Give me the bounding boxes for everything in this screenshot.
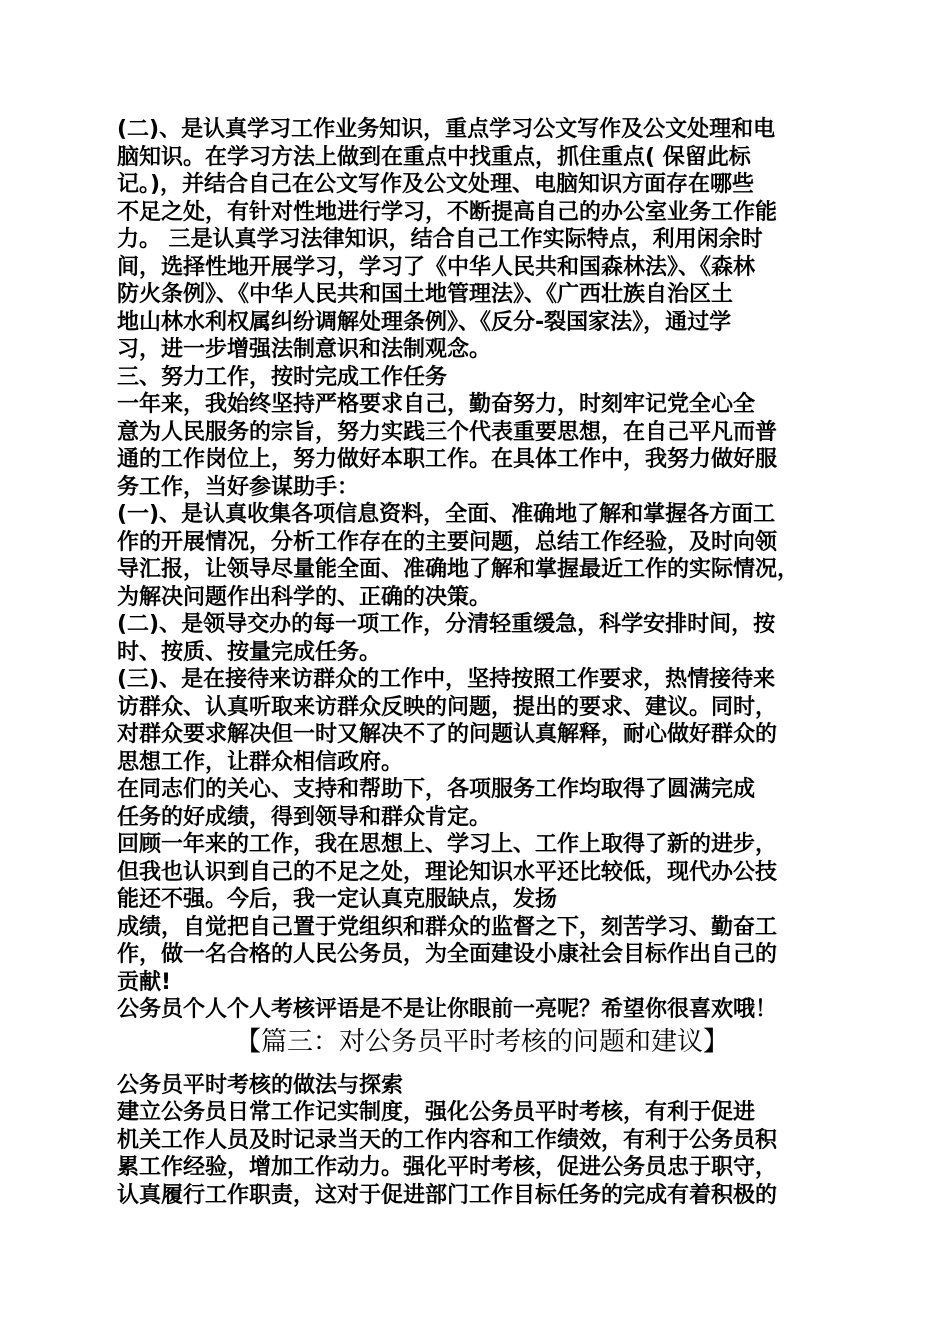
text-line: 意为人民服务的宗旨，努力实践三个代表重要思想，在自己平凡而普 (117, 419, 778, 445)
text-line: 机关工作人员及时记录当天的工作内容和工作绩效，有利于公务员积 (117, 1127, 778, 1153)
text-line: 作的开展情况，分析工作存在的主要问题，总结工作经验，及时向领 (117, 529, 778, 555)
text-line: 务工作，当好参谋助手： (117, 474, 360, 500)
text-line: 能还不强。今后，我一定认真克服缺点，发扬 (117, 887, 558, 912)
text-line: 通的工作岗位上，努力做好本职工作。在具体工作中，我努力做好服 (117, 447, 778, 472)
text-line: 思想工作，让群众相信政府。 (117, 749, 404, 775)
closing-line: 公务员个人个人考核评语是不是让你眼前一亮呢？希望你很喜欢哦！ (117, 997, 778, 1022)
text-line: 累工作经验，增加工作动力。强化平时考核，促进公务员忠于职守， (117, 1155, 778, 1180)
text-line: 记。)，并结合自己在公文写作及公文处理、电脑知识方面存在哪些 (117, 172, 755, 197)
text-line: 贡献! (117, 969, 172, 995)
text-line: 力。 三是认真学习法律知识，结合自己工作实际特点，利用闲余时 (117, 227, 763, 252)
text-line: 访群众、认真听取来访群众反映的问题，提出的要求、建议。同时， (117, 694, 778, 720)
section-heading: 【篇三：对公务员平时考核的问题和建议】 (234, 1026, 729, 1057)
text-line: (二)、是领导交办的每一项工作，分清轻重缓急，科学安排时间，按 (117, 612, 776, 637)
text-line: (一)、是认真收集各项信息资料，全面、准确地了解和掌握各方面工 (117, 502, 776, 527)
text-line: 为解决问题作出科学的、正确的决策。 (117, 584, 492, 610)
text-block-before-heading (117, 116, 847, 1024)
text-line: 习，进一步增强法制意识和法制观念。 (117, 337, 492, 362)
text-line: 防火条例》、《中华人民共和国土地管理法》、《广西壮族自治区土 (117, 282, 734, 307)
text-line: 但我也认识到自己的不足之处，理论知识水平还比较低，现代办公技 (117, 859, 778, 885)
text-line: 时、按质、按量完成任务。 (117, 639, 382, 665)
text-line: 地山林水利权属纠纷调解处理条例》、《反分-裂国家法》，通过学 (117, 309, 732, 335)
text-line: 作，做一名合格的人民公务员，为全面建设小康社会目标作出自己的 (117, 942, 778, 967)
text-line: 成绩，自觉把自己置于党组织和群众的监督之下，刻苦学习、勤奋工 (117, 914, 778, 940)
text-line: 回顾一年来的工作，我在思想上、学习上、工作上取得了新的进步， (117, 832, 778, 857)
text-line: 建立公务员日常工作记实制度，强化公务员平时考核，有利于促进 (117, 1100, 756, 1125)
text-block-after-heading (117, 1072, 847, 1210)
text-line: 不足之处，有针对性地进行学习，不断提高自己的办公室业务工作能 (117, 199, 778, 225)
text-line: 在同志们的关心、支持和帮助下，各项服务工作均取得了圆满完成 (117, 777, 756, 802)
subsection-title-line: 公务员平时考核的做法与探索 (117, 1072, 404, 1098)
text-line: 任务的好成绩，得到领导和群众肯定。 (117, 804, 492, 830)
text-line: 脑知识。在学习方法上做到在重点中找重点，抓住重点( 保留此标 (117, 144, 751, 170)
text-line: (二)、是认真学习工作业务知识，重点学习公文写作及公文处理和电 (117, 117, 776, 142)
text-line: 对群众要求解决但一时又解决不了的问题认真解释，耐心做好群众的 (117, 722, 778, 747)
text-line: (三)、是在接待来访群众的工作中，坚持按照工作要求，热情接待来 (117, 667, 776, 692)
text-line: 导汇报，让领导尽量能全面、准确地了解和掌握最近工作的实际情况， (117, 557, 800, 582)
document-body (117, 116, 847, 1209)
text-line: 认真履行工作职责，这对于促进部门工作目标任务的完成有着积极的 (117, 1182, 778, 1208)
text-line: 间，选择性地开展学习，学习了《中华人民共和国森林法》、《森林 (117, 254, 756, 280)
text-line: 一年来，我始终坚持严格要求自己，勤奋努力，时刻牢记党全心全 (117, 392, 756, 417)
section-title-line: 三、努力工作，按时完成工作任务 (117, 364, 448, 390)
